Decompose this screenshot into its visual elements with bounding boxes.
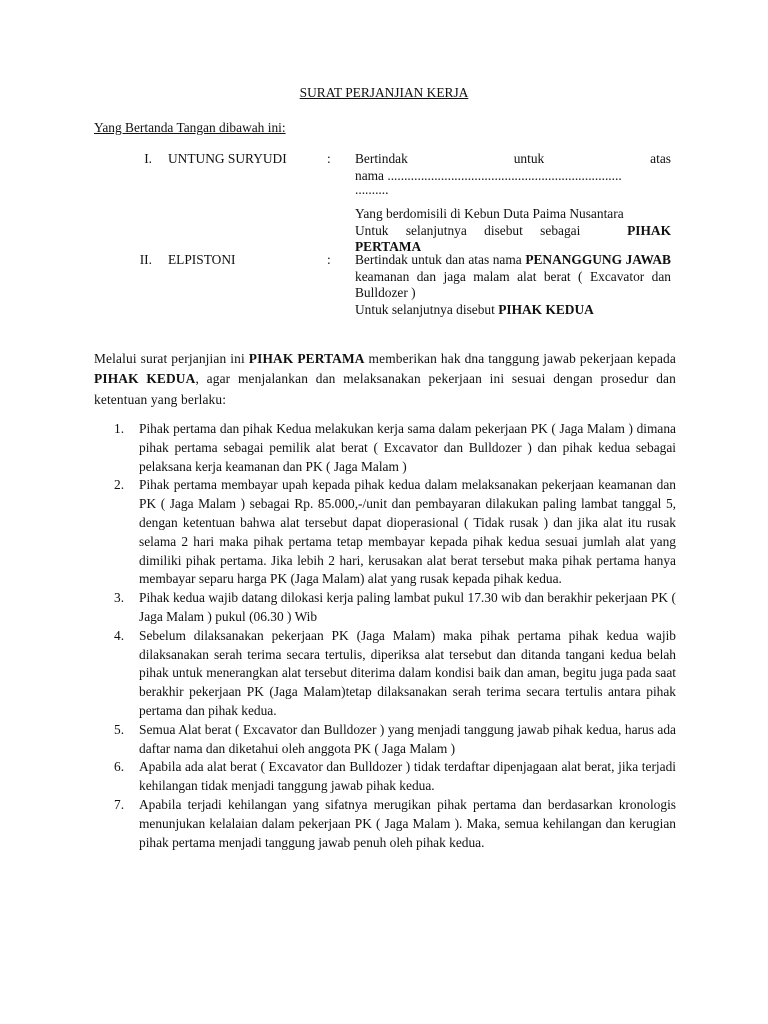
party-second-name: ELPISTONI: [168, 252, 236, 267]
party-first-number: I.: [144, 151, 152, 166]
party-first-line1-c: atas: [650, 151, 671, 166]
party-second-called-line: [355, 302, 671, 319]
clause-text: Pihak pertama dan pihak Kedua melakukan kerja sama dalam pekerjaan PK ( Jaga Malam ) dimana pihak pertama sebagai pemilik alat berat ( Excavator dan Bulldozer ) dan pihak kedua sebagai pelaksana kerja keamanan dan PK ( Jaga Malam ): [139, 421, 676, 474]
clause-text: Apabila terjadi kehilangan yang sifatnya merugikan pihak pertama dan berdasarkan kronologis menunjukan kelalaian dalam pekerjaan PK ( Jaga Malam ). Maka, semua kehilangan dan kerugian pihak pertama menjadi tanggung jawab penuh oleh pihak kedua.: [139, 796, 676, 850]
party-second-description: [355, 252, 671, 318]
clause-text: Pihak kedua wajib datang dilokasi kerja paling lambat pukul 17.30 wib dan berakhir pekerjaan PK ( Jaga Malam ) pukul (06.30 ) Wib: [139, 590, 676, 624]
clause-list: [94, 420, 676, 852]
list-item: [94, 420, 676, 476]
party-first-colon: :: [327, 151, 331, 166]
list-item: [94, 627, 676, 721]
party-first-called: Untuk selanjutnya disebut sebagai: [355, 222, 581, 238]
clause-number: 3.: [114, 590, 125, 606]
party-first-line2: nama ......................................................................: [355, 167, 622, 183]
list-item: [94, 476, 676, 589]
party-first-domicile: Yang berdomisili di Kebun Duta Paima Nusantara: [355, 206, 624, 221]
clause-number: 1.: [114, 421, 125, 436]
clause-text: Apabila ada alat berat ( Excavator dan Bulldozer ) tidak terdaftar dipenjagaan alat berat, jika terjadi kehilangan tidak menjadi tanggung jawab pihak kedua.: [139, 759, 676, 794]
list-item: [94, 796, 676, 852]
list-item: [94, 758, 676, 796]
party-first-description: [355, 151, 671, 256]
party-second-role-text: [355, 252, 671, 302]
document-title: SURAT PERJANJIAN KERJA: [299, 85, 469, 100]
clause-text: Pihak pertama membayar upah kepada pihak kedua dalam melaksanakan pekerjaan keamanan dan PK ( Jaga Malam ) sebagai Rp. 85.000,-/unit dan pembayaran dilakukan paling lambat tanggal 5, dengan ketentuan bahwa alat tersebut dapat dioperasional ( Tidak rusak ) dan jika alat itu rusak selama 2 hari maka pihak pertama tetap membayar kepada pihak kedua sesuai jumlah alat yang dimiliki pihak pertama. Jika lebih 2 hari, kerusakan alat berat tersebut maka pihak pertama hanya membayar separu harga PK (Jaga Malam) alat yang rusak kepada pihak kedua.: [139, 477, 676, 587]
party-second-text2: keamanan dan jaga malam alat berat ( Excavator dan Bulldozer ): [355, 268, 671, 300]
party-first-name: UNTUNG SURYUDI: [168, 151, 287, 166]
party-second-responsible: PENANGGUNG JAWAB: [525, 252, 671, 267]
list-item: [94, 721, 676, 759]
intro-paragraph: [94, 349, 676, 410]
paragraph-second-party: PIHAK KEDUA: [94, 371, 196, 387]
party-first-line1-b: untuk: [513, 151, 545, 166]
party-first-line1-a: Bertindak: [355, 151, 408, 166]
paragraph-text-2: memberikan hak dna tanggung jawab pekerjaan kepada: [368, 351, 676, 366]
clause-number: 6.: [114, 759, 125, 775]
clause-number: 2.: [114, 477, 125, 493]
list-item: [94, 589, 676, 627]
party-first-role-a: PIHAK: [627, 222, 671, 238]
party-second-number: II.: [139, 252, 152, 267]
clause-number: 5.: [114, 721, 125, 737]
paragraph-text-1: Melalui surat perjanjian ini: [94, 351, 245, 366]
clause-text: Semua Alat berat ( Excavator dan Bulldozer ) yang menjadi tanggung jawab pihak kedua, harus ada daftar nama dan diketahui oleh anggota PK ( Jaga Malam ): [139, 721, 676, 756]
clause-number: 7.: [114, 796, 125, 812]
party-second-text1: Bertindak untuk dan atas nama: [355, 252, 522, 267]
party-second-role: PIHAK KEDUA: [498, 301, 594, 317]
party-first-role-b: PERTAMA: [355, 239, 422, 254]
paragraph-text-3: , agar menjalankan dan melaksanakan pekerjaan ini sesuai dengan prosedur dan ketentuan yang berlaku:: [94, 371, 676, 407]
clause-text: Sebelum dilaksanakan pekerjaan PK (Jaga Malam) maka pihak pertama pihak kedua wajib dilaksanakan serah terima secara tertulis, diperiksa alat tersebut dan ditanda tangani kedua belah pihak untuk menerangkan alat tersebut diterima dalam kondisi baik dan aman, begitu juga pada saat berakhir pekerjaan PK (Jaga Malam)tetap dilaksanakan serah terima secara tertulis antara pihak pertama dan pihak kedua.: [139, 627, 676, 718]
paragraph-first-party: PIHAK PERTAMA: [248, 351, 365, 366]
party-second-called: Untuk selanjutnya disebut: [355, 301, 495, 317]
party-first-line3: ..........: [355, 182, 389, 197]
clause-number: 4.: [114, 627, 125, 643]
party-second-colon: :: [327, 252, 331, 267]
intro-line: Yang Bertanda Tangan dibawah ini:: [94, 120, 286, 135]
